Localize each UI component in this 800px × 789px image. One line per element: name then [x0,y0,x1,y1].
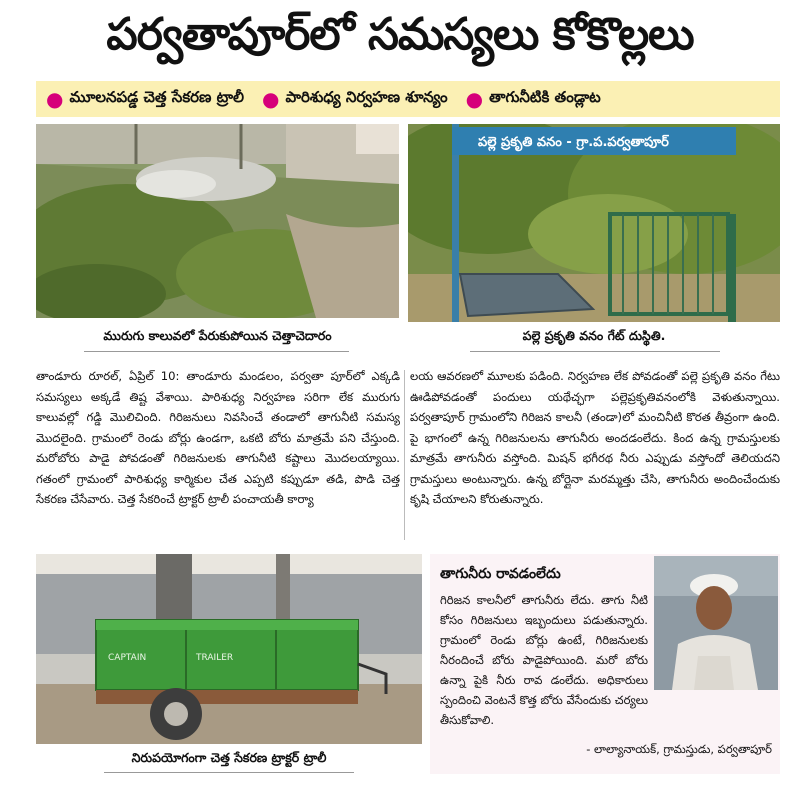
subhead-text: మూలనపడ్డ చెత్త సేకరణ ట్రాలీ [69,88,245,106]
subhead-item [466,88,601,110]
villager-portrait [654,556,778,690]
column-divider [404,370,405,540]
canal-caption: మురుగు కాలువలో పేరుకుపోయిన చెత్తాచెదారం [103,328,332,343]
sidebar-title: తాగునీరు రావడంలేదు [440,566,561,582]
trolley-label-trailer: TRAILER [196,653,234,663]
headline: పర్వతాపూర్‌లో సమస్యలు కోకొల్లలు [106,9,694,60]
sidebar-quote-text [440,590,648,730]
caption-divider [470,351,720,352]
trolley-caption: నిరుపయోగంగా చెత్త సేకరణ ట్రాక్టర్ ట్రాలీ [131,750,327,765]
subhead-item [46,88,244,110]
gate-photo [408,124,780,322]
subhead-text: తాగునీటికి తండ్లాట [489,88,601,106]
sidebar-signature: - లాల్యానాయక్, గ్రామస్తుడు, పర్వతాపూర్ [586,742,772,756]
caption-divider [84,351,349,352]
gate-sign-text: పల్లె ప్రకృతి వనం - గ్రా.ప.పర్వతాపూర్ [478,135,669,150]
bullet-dot-icon: ● [46,87,64,111]
article-paragraph: లయ ఆవరణలో మూలకు పడింది. నిర్వహణ లేక పోవడంతో పల్లె ప్రకృతి వనం గేటు ఊడిపోవడంతో పందులు యథేచ్ఛగా పల్లెప్రకృతివనంలోకి వెళుతున్నాయి. పర్వతాపూర్ గ్రామంలోని గిరిజన కాలనీ (తండా)లో మంచినీటి కొరత తీవ్రంగా ఉంది. పై భాగంలో ఉన్న గిరిజనులను తాగునీరు అందడంలేదు. కింద ఉన్న గ్రామస్తులకు మాత్రమే తాగునీరు వస్తోంది. మిషన్ భగీరథ నీరు ఎప్పుడు వస్తోందో తెలియదని గ్రామస్తులు అంటున్నారు. ఉన్న బోర్లైనా మరమ్మత్తు చేసి, తాగునీరు అందించేందుకు కృషి చేయాలని కోరుతున్నారు. [410,369,780,506]
sidebar-quote: గిరిజన కాలనీలో తాగునీరు లేదు. తాగు నీటి కోసం గిరిజనులు ఇబ్బందులు పడుతున్నారు. గ్రామంలో రెండు బోర్లు ఉంటే, గిరిజనులకు నీరందించే బోరు పాడైపోయింది. మరో బోరు ఉన్నా పైకి నీరు రావ డంలేదు. అధికారులు స్పందించి వెంటనే కొత్త బోరు వేసేందుకు చర్యలు తీసుకోవాలి. [440,593,648,727]
article-column-1 [36,366,400,510]
article-column-2 [410,366,780,510]
canal-photo [36,124,399,318]
subhead-band [36,81,780,117]
caption-divider [104,772,354,773]
bullet-dot-icon: ● [262,87,280,111]
subhead-text: పారిశుధ్య నిర్వహణ శూన్యం [285,88,448,106]
bullet-dot-icon: ● [465,87,484,111]
subhead-item [262,88,448,110]
article-paragraph: తాండూరు రూరల్, ఏప్రిల్ 10: తాండూరు మండలం, పర్వతా పూర్‌లో ఎక్కడి సమస్యలు అక్కడే తిష్ట వేశాయి. పారిశుధ్య నిర్వహణ సరిగా లేక మురుగు కాలువల్లో గడ్డి మొలిచింది. గిరిజనులు నివసించే తండాలో తాగునీటి సమస్య మొదలైంది. గ్రామంలో రెండు బోర్లు ఉండగా, ఒకటి బోరు మాత్రమే పని చేస్తుంది. మరోబోరు పాడై పోవడంతో గిరిజనులకు తాగునీటి కష్టాలు మొదలయ్యాయి. గతంలో గ్రామంలో పారిశుధ్య కార్మికుల చేత ఎప్పటి కప్పుడూ తడి, పొడి చెత్త సేకరణ చేసేవారు. చెత్త సేకరించే ట్రాక్టర్ ట్రాలీ పంచాయతీ కార్యా [36,369,400,506]
gate-caption: పల్లె ప్రకృతి వనం గేట్ దుస్థితి. [522,328,666,343]
trolley-label-captain: CAPTAIN [108,653,147,663]
trolley-photo [36,554,422,744]
